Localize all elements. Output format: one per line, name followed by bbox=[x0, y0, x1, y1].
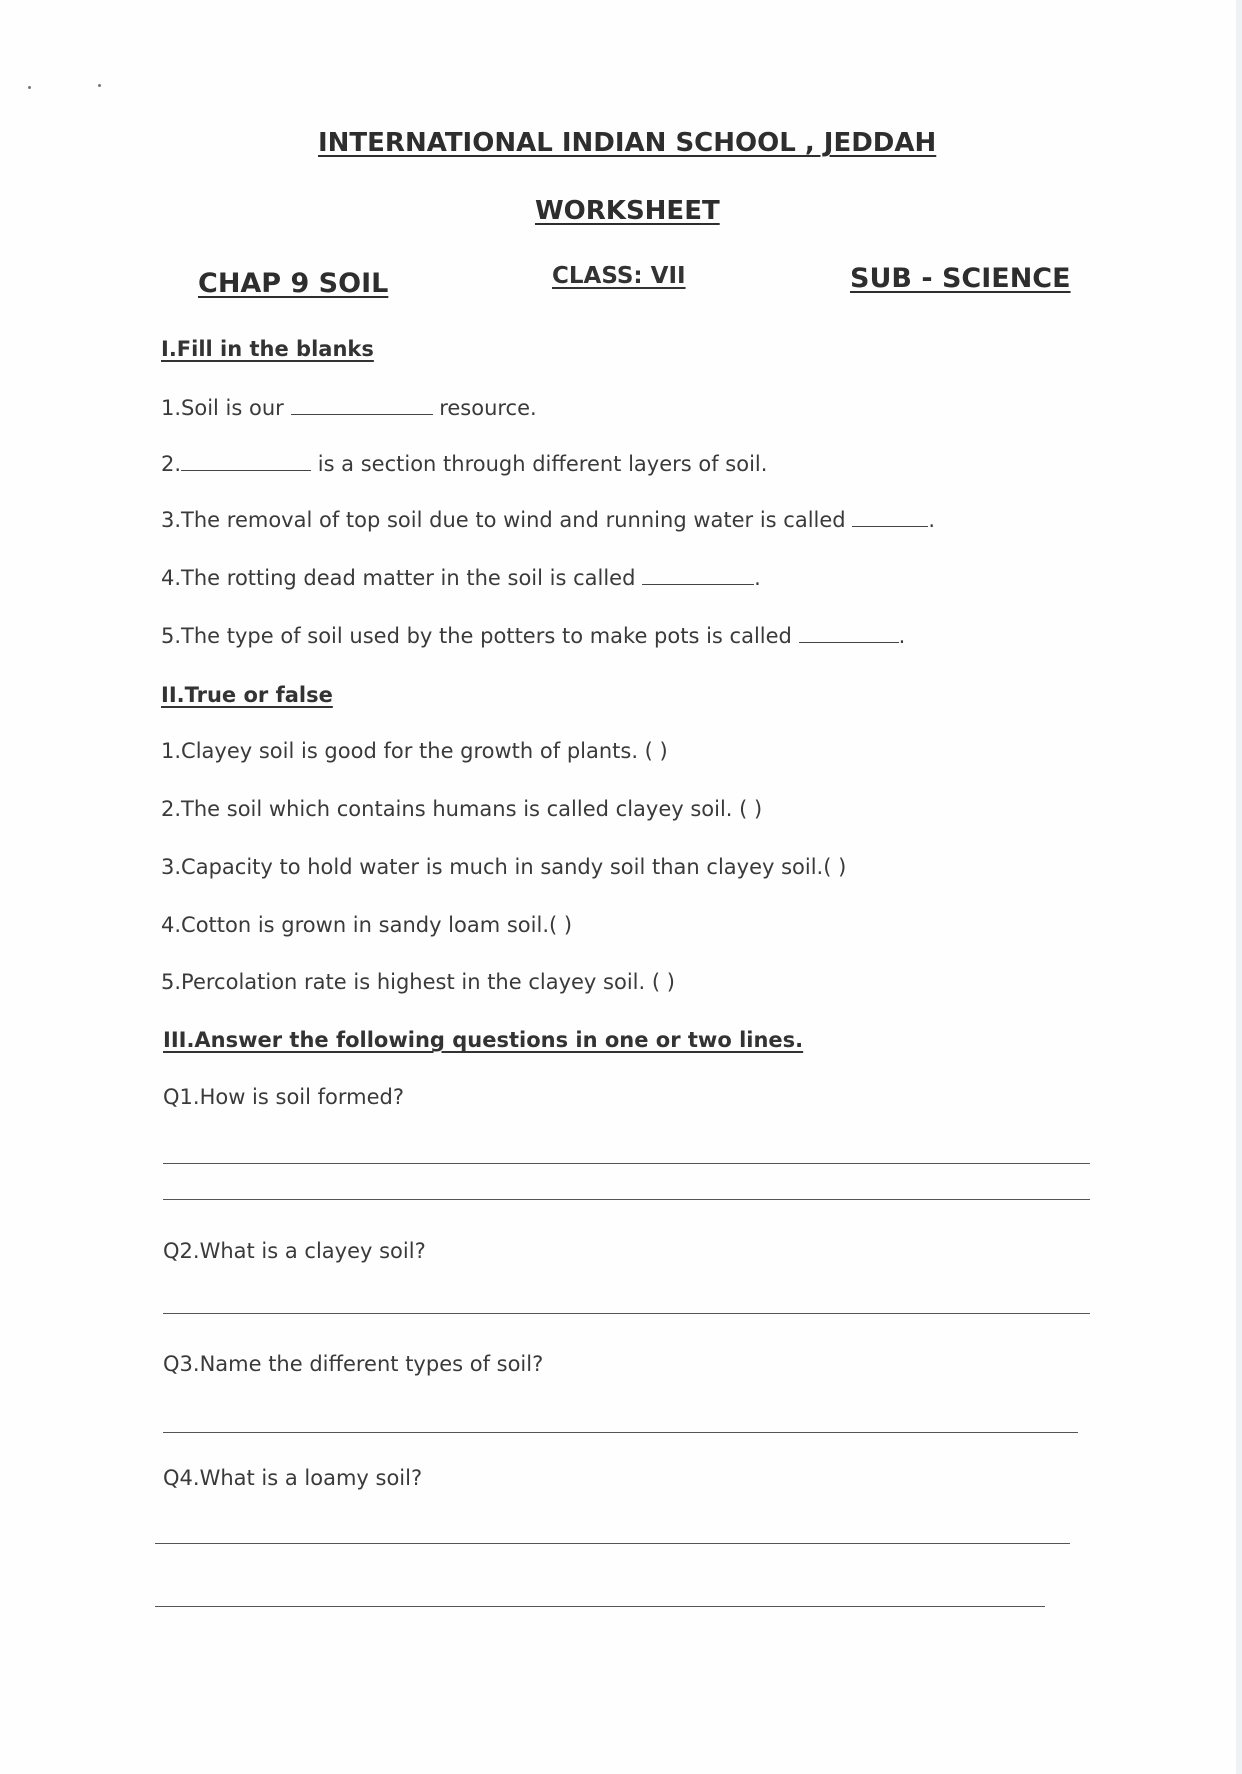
section-short-answer-heading: III.Answer the following questions in one or two lines. bbox=[163, 1028, 804, 1052]
scan-speck bbox=[28, 86, 31, 89]
true-false-item: 2.The soil which contains humans is called clayey soil. ( ) bbox=[161, 797, 763, 821]
answer-blank[interactable] bbox=[852, 525, 928, 527]
answer-line[interactable] bbox=[163, 1163, 1090, 1164]
question-1: Q1.How is soil formed? bbox=[163, 1085, 404, 1109]
fill-blank-text: 5.The type of soil used by the potters to make pots is called bbox=[161, 624, 792, 648]
fill-blank-item bbox=[161, 452, 767, 476]
answer-line[interactable] bbox=[163, 1313, 1090, 1314]
document-type: WORKSHEET bbox=[535, 196, 720, 226]
fill-blank-text: 4.The rotting dead matter in the soil is called bbox=[161, 566, 636, 590]
fill-blank-text: resource. bbox=[439, 396, 537, 420]
question-4: Q4.What is a loamy soil? bbox=[163, 1466, 423, 1490]
fill-blank-text: . bbox=[898, 624, 906, 648]
true-false-item: 4.Cotton is grown in sandy loam soil.( ) bbox=[161, 913, 573, 937]
chapter-label: CHAP 9 SOIL bbox=[198, 268, 389, 299]
fill-blank-item bbox=[161, 508, 935, 532]
question-3: Q3.Name the different types of soil? bbox=[163, 1352, 544, 1376]
fill-blank-text: 3.The removal of top soil due to wind and running water is called bbox=[161, 508, 846, 532]
answer-blank[interactable] bbox=[799, 641, 899, 643]
fill-blank-item bbox=[161, 566, 761, 590]
answer-line[interactable] bbox=[163, 1432, 1078, 1433]
answer-blank[interactable] bbox=[181, 469, 311, 471]
answer-blank[interactable] bbox=[291, 413, 433, 415]
subject-label: SUB - SCIENCE bbox=[850, 263, 1071, 294]
answer-line[interactable] bbox=[163, 1199, 1090, 1200]
school-title: INTERNATIONAL INDIAN SCHOOL , JEDDAH bbox=[318, 128, 937, 158]
section-fill-blanks-heading: I.Fill in the blanks bbox=[161, 337, 374, 361]
fill-blank-text: is a section through different layers of soil. bbox=[317, 452, 768, 476]
fill-blank-text: 1.Soil is our bbox=[161, 396, 284, 420]
answer-blank[interactable] bbox=[642, 583, 754, 585]
fill-blank-item bbox=[161, 624, 905, 648]
fill-blank-text: . bbox=[754, 566, 761, 590]
answer-line[interactable] bbox=[155, 1543, 1070, 1544]
scan-edge bbox=[1236, 0, 1242, 1774]
true-false-item: 5.Percolation rate is highest in the clayey soil. ( ) bbox=[161, 970, 675, 994]
true-false-item: 1.Clayey soil is good for the growth of plants. ( ) bbox=[161, 739, 668, 763]
fill-blank-text: . bbox=[928, 508, 935, 532]
class-label: CLASS: VII bbox=[552, 263, 686, 289]
fill-blank-item bbox=[161, 396, 537, 420]
scan-speck bbox=[98, 84, 101, 87]
answer-line[interactable] bbox=[155, 1606, 1045, 1607]
fill-blank-text: 2. bbox=[161, 452, 182, 476]
true-false-item: 3.Capacity to hold water is much in sandy soil than clayey soil.( ) bbox=[161, 855, 847, 879]
question-2: Q2.What is a clayey soil? bbox=[163, 1239, 426, 1263]
section-true-false-heading: II.True or false bbox=[161, 683, 333, 707]
